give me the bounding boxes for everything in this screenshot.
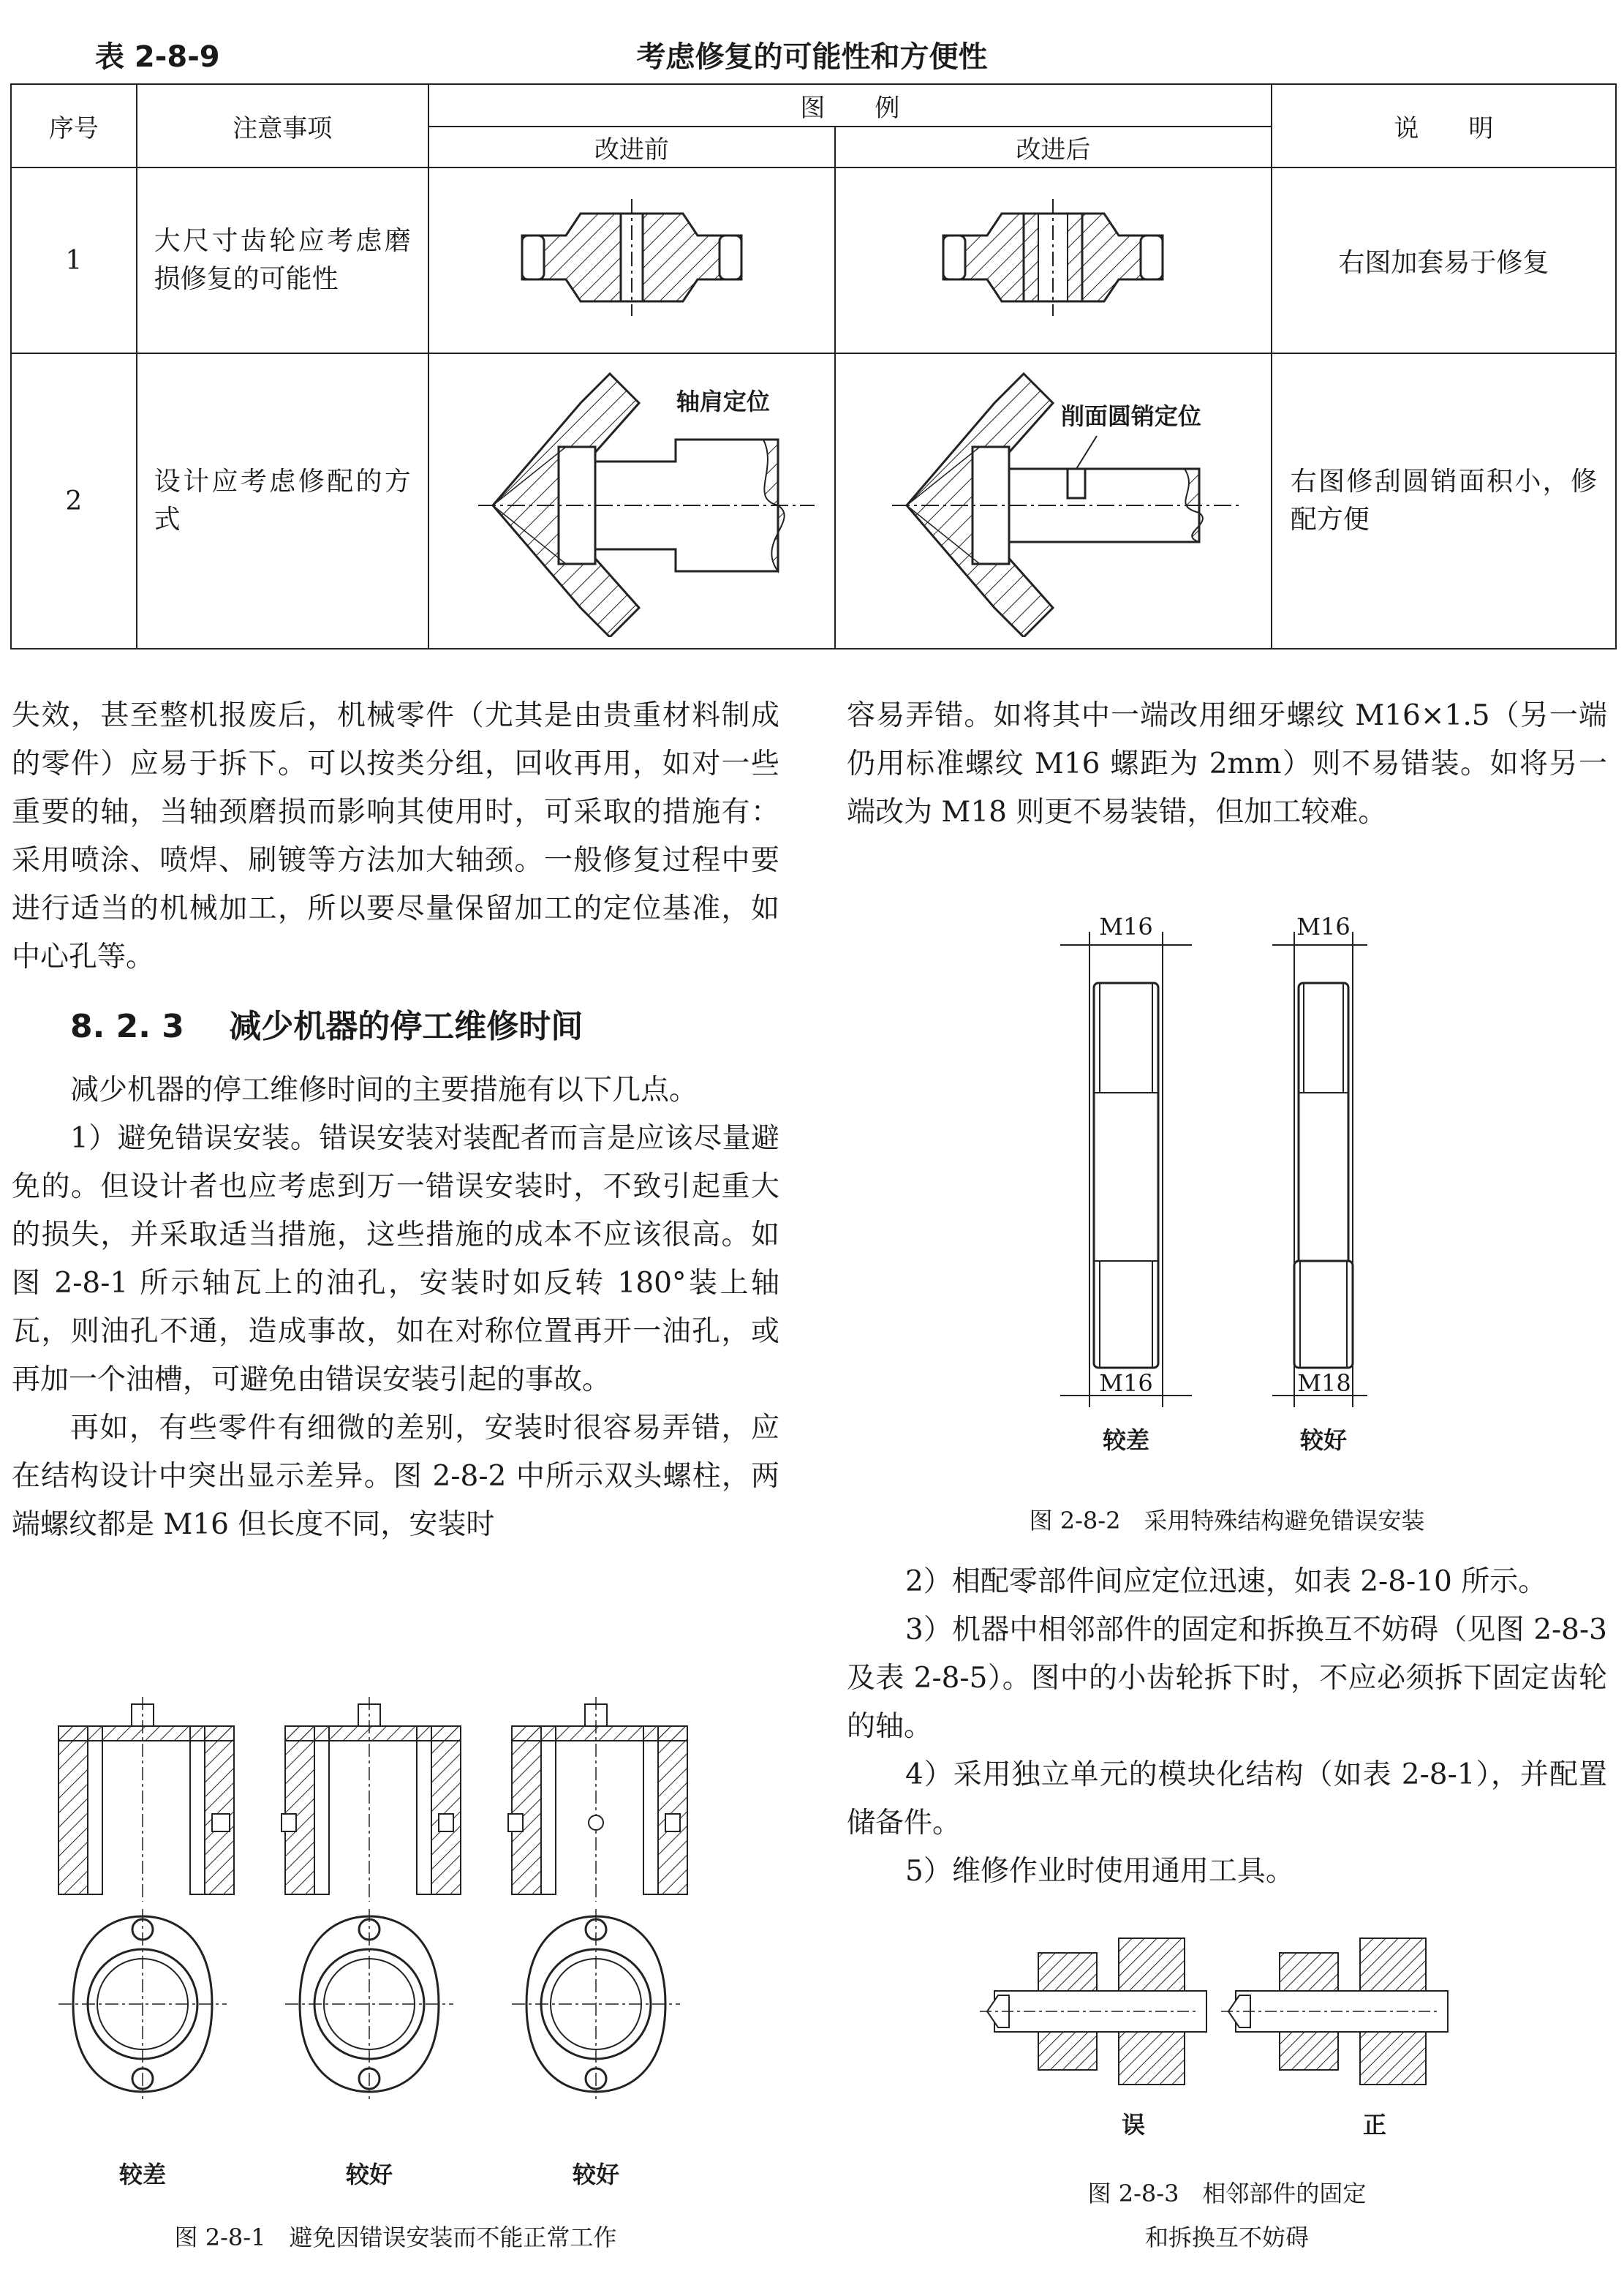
table-row bbox=[11, 353, 1616, 649]
header-after: 改进后 bbox=[835, 127, 1272, 167]
paragraph: 1）避免错误安装。错误安装对装配者而言是应该尽量避免的。但设计者也应考虑到万一错误安装时，不致引起重大的损失，并采取适当措施，这些措施的成本不应该很高。如图 2-8-1 所示轴瓦上的油孔，安装时如反转 180°装上轴瓦，则油孔不通，造成事故，如在对称位置再开一油孔，或再加一个油槽，可避免由错误安装引起的事故。 bbox=[12, 1122, 779, 1396]
gear-label-right: 正 bbox=[1362, 2111, 1386, 2139]
right-column-top bbox=[847, 692, 1607, 837]
paragraph: 容易弄错。如将其中一端改用细牙螺纹 M16×1.5（另一端仍用标准螺纹 M16 螺距为 2mm）则不易错装。如将另一端改为 M18 则更不易装错，但加工较难。 bbox=[847, 699, 1607, 829]
figure-caption: 图 2-8-1 避免因错误安装而不能正常工作 bbox=[174, 2223, 617, 2251]
left-column bbox=[12, 692, 779, 1549]
row-note: 大尺寸齿轮应考虑磨损修复的可能性 bbox=[154, 226, 411, 294]
row-explain: 右图加套易于修复 bbox=[1272, 167, 1616, 353]
row-after-label: 削面圆销定位 bbox=[1060, 402, 1201, 430]
header-index: 序号 bbox=[11, 84, 137, 167]
list-item: 5）维修作业时使用通用工具。 bbox=[905, 1855, 1294, 1888]
right-column-items bbox=[847, 1558, 1607, 1896]
row-before-label: 轴肩定位 bbox=[676, 388, 770, 415]
data-table bbox=[10, 83, 1617, 649]
figure-gear-before bbox=[428, 167, 835, 353]
figure-caption: 图 2-8-2 采用特殊结构避免错误安装 bbox=[1029, 1507, 1425, 1534]
header-note: 注意事项 bbox=[137, 84, 428, 167]
figure-caption: 图 2-8-3 相邻部件的固定 bbox=[1087, 2180, 1367, 2207]
gear-label-wrong: 误 bbox=[1121, 2111, 1145, 2139]
paragraph: 减少机器的停工维修时间的主要措施有以下几点。 bbox=[70, 1074, 698, 1107]
dim-label: M16 bbox=[1296, 913, 1351, 941]
figure-2-8-2 bbox=[1016, 910, 1411, 1466]
dim-label: M18 bbox=[1297, 1369, 1351, 1397]
list-item: 3）机器中相邻部件的固定和拆换互不妨碍（见图 2-8-3 及表 2-8-5）。图中的小齿轮拆下时，不应必须拆下固定齿轮的轴。 bbox=[847, 1613, 1607, 1743]
section-heading bbox=[70, 998, 779, 1056]
figure-2-8-3 bbox=[965, 1931, 1462, 2143]
figure-2-8-1 bbox=[44, 1697, 746, 2209]
dim-label: M16 bbox=[1099, 913, 1153, 941]
row-explain: 右图修刮圆销面积小，修配方便 bbox=[1290, 467, 1597, 535]
paragraph: 再如，有些零件有细微的差别，安装时很容易弄错，应在结构设计中突出显示差异。图 2-8-2 中所示双头螺柱，两端螺纹都是 M16 但长度不同，安装时 bbox=[12, 1412, 779, 1541]
dim-label: M16 bbox=[1099, 1369, 1153, 1397]
row-index: 2 bbox=[11, 353, 137, 649]
header-explain: 说 明 bbox=[1272, 84, 1616, 167]
header-before: 改进前 bbox=[428, 127, 835, 167]
row-index: 1 bbox=[11, 167, 137, 353]
table-title: 考虑修复的可能性和方便性 bbox=[636, 40, 988, 74]
figure-caption: 和拆换互不妨碍 bbox=[1144, 2223, 1309, 2251]
figure-shaft-after bbox=[835, 353, 1272, 649]
quality-label: 较好 bbox=[572, 2161, 619, 2188]
quality-label: 较差 bbox=[118, 2161, 166, 2188]
header-figure: 图 例 bbox=[428, 84, 1272, 127]
list-item: 4）采用独立单元的模块化结构（如表 2-8-1），并配置储备件。 bbox=[847, 1758, 1607, 1839]
row-note: 设计应考虑修配的方式 bbox=[154, 467, 411, 535]
figure-gear-after bbox=[835, 167, 1272, 353]
quality-label: 较好 bbox=[1299, 1426, 1347, 1454]
quality-label: 较差 bbox=[1102, 1426, 1149, 1454]
table-row bbox=[11, 167, 1616, 353]
section-number: 8. 2. 3 bbox=[70, 1008, 184, 1045]
figure-shaft-before bbox=[428, 353, 835, 649]
paragraph: 失效，甚至整机报废后，机械零件（尤其是由贵重材料制成的零件）应易于拆下。可以按类分组，回收再用，如对一些重要的轴，当轴颈磨损而影响其使用时，可采取的措施有：采用喷涂、喷焊、刷镀等方法加大轴颈。一般修复过程中要进行适当的机械加工，所以要尽量保留加工的定位基准，如中心孔等。 bbox=[12, 699, 779, 974]
table-number: 表 2-8-9 bbox=[95, 40, 220, 74]
quality-label: 较好 bbox=[345, 2161, 393, 2188]
section-title: 减少机器的停工维修时间 bbox=[229, 1008, 583, 1045]
list-item: 2）相配零部件间应定位迅速，如表 2-8-10 所示。 bbox=[905, 1565, 1547, 1598]
